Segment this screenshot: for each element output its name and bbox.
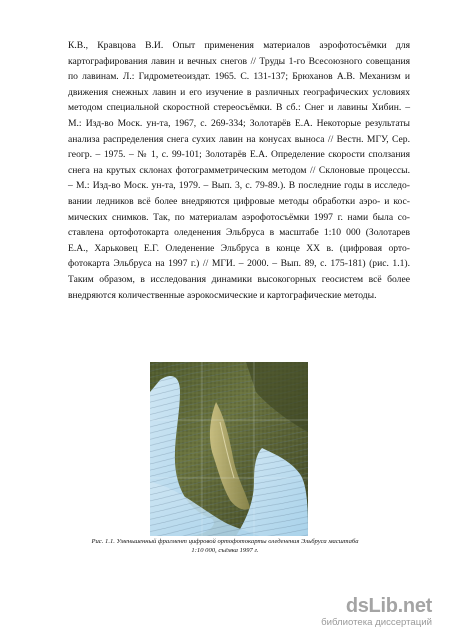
body-line: ставлена ортофотокарта оледенения Эльбруса в масштабе 1:10 000 (Золотарев [68,227,410,239]
watermark-main-text: dsLib.net [345,595,432,617]
orthophoto-map-figure [150,362,308,536]
body-line: анализа распределения снега сухих лавин на конусах выноса // Вестн. МГУ, Сер. [68,133,410,145]
body-line: геогр. – 1975. – № 1, с. 99-101; Золотарёв Е.А. Определение скорости сползания [68,149,410,161]
body-line: внедряются количественные аэрокосмические и картографические методы. [68,289,377,301]
orthophoto-map-image [150,362,308,536]
body-line: Таким образом, в исследования динамики высокогорных геосистем всё более [68,273,410,285]
body-line: движения снежных лавин и его изучение в различных географических условиях [68,86,410,98]
caption-line-2: 1:10 000, съёмка 1997 г. [191,546,259,554]
body-line: картографирования лавин и вечных снегов // Труды 1-го Всесоюзного совещания [68,55,410,67]
caption-line-1: Рис. 1.1. Уменьшенный фрагмент цифровой ортофотокарты оледенения Эльбруса масштаба [91,538,359,545]
body-line: Е.А., Харьковец Е.Г. Оледенение Эльбруса в конце XX в. (цифровая орто- [68,242,410,254]
figure-caption [60,538,390,555]
body-paragraph [68,38,410,303]
body-line: мических снимков. Так, по материалам аэрофотосъёмки 1997 г. нами была со- [68,211,410,223]
body-line: – М.: Изд-во Моск. ун-та, 1979. – Вып. 3, с. 79-89.). В последние годы в исследо- [68,180,410,192]
body-line: фотокарта Эльбруса на 1997 г.) // МГИ. – 2000. – Вып. 89, с. 175-181) (рис. 1.1). [68,258,410,270]
body-line: К.В., Кравцова В.И. Опыт применения материалов аэрофотосъёмки для [68,40,410,51]
body-line: снега на крутых склонах фотограмметрическим методом // Склоновые процессы. [68,164,410,176]
body-line: вании ледников всё более внедряются цифровые методы обработки аэро- и кос- [68,195,410,207]
body-line: методом специальной скоростной стереосъёмки. В сб.: Снег и лавины Хибин. – [68,102,410,114]
body-line: по лавинам. Л.: Гидрометеоиздат. 1965. С. 131-137; Брюханов А.В. Механизм и [68,71,410,83]
dslib-watermark-logo [312,595,432,629]
watermark-sub-text: библиотека диссертаций [321,617,432,628]
body-line: М.: Изд-во Моск. ун-та, 1967, с. 269-334; Золотарёв Е.А. Некоторые результаты [68,117,410,129]
